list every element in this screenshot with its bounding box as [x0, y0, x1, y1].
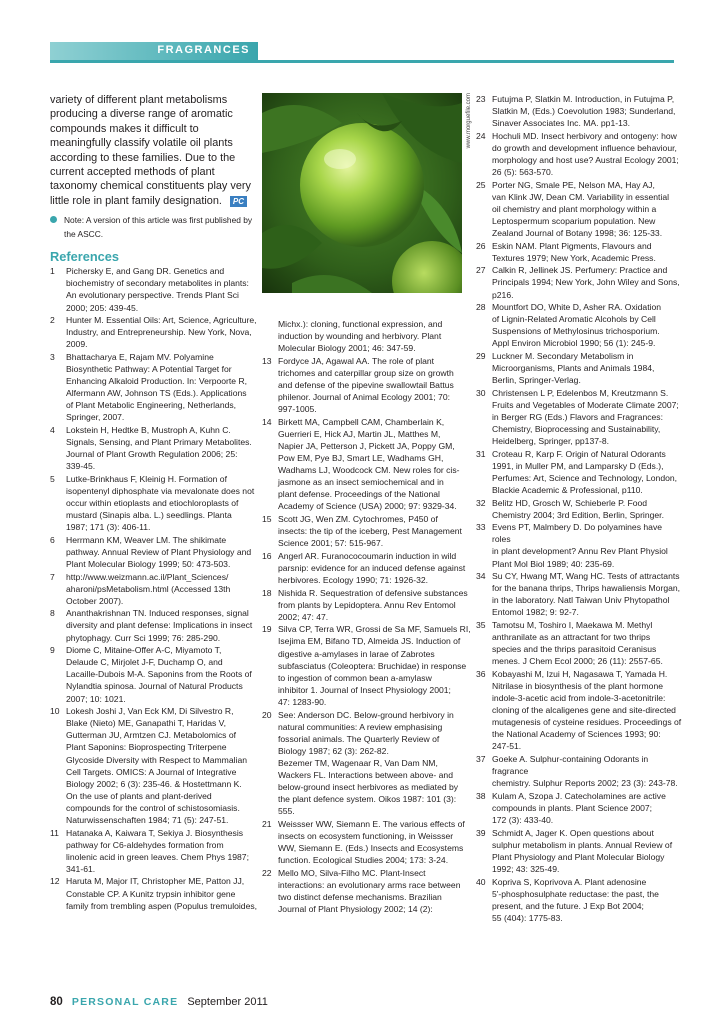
reference-number: 2 [50, 315, 55, 326]
reference-text: Croteau R, Karp F. Origin of Natural Odorants 1991, in Muller PM, and Lamparsky D (Eds.), Perfumes: Art, Science and Technology, London, Blackie Academic & Professional, p110. [492, 448, 678, 495]
reference-text: Birkett MA, Campbell CAM, Chamberlain K, Guerrieri E, Hick AJ, Martin JL, Matthes M, Napier JA, Petterson J, Pickett JA, Poppy GM, Pow EM, Pye BJ, Smart LE, Wadhams GH, Wadhams LJ, Woodcock CM. New roles for cis- jasmone as an insect semiochemical and in plant defense. Proceedings of the National Academy of Science (USA) 2000; 97: 9329-34. [278, 416, 460, 512]
reference-number: 19 [262, 624, 272, 635]
reference-number: 35 [476, 620, 486, 631]
reference-text: Hunter M. Essential Oils: Art, Science, Agriculture, Industry, and Entrepreneurship. New York, Nova, 2009. [66, 315, 257, 350]
reference-item [50, 473, 260, 533]
reference-number: 29 [476, 350, 486, 361]
reference-text: Eskin NAM. Plant Pigments, Flavours and Textures 1979; New York, Academic Press. [492, 240, 656, 263]
reference-text: Belitz HD, Grosch W, Schieberle P. Food Chemistry 2004; 3rd Edition, Berlin, Springer. [492, 497, 664, 520]
photo-credit [466, 93, 474, 293]
reference-text: Pichersky E, and Gang DR. Genetics and biochemistry of secondary metabolites in plants: An evolutionary perspective. Trends Plant Sci 2000; 205: 439-45. [66, 266, 249, 313]
section-header-band [50, 42, 258, 60]
column-right [476, 93, 682, 924]
fruit-photo [262, 93, 462, 293]
reference-item [476, 790, 682, 826]
reference-text: Goeke A. Sulphur-containing Odorants in fragrance chemistry. Sulphur Reports 2002; 23 (3): 243-78. [492, 754, 678, 789]
reference-item [50, 705, 260, 826]
reference-text: Luckner M. Secondary Metabolism in Microorganisms, Plants and Animals 1984, Berlin, Springer-Verlag. [492, 350, 655, 386]
reference-item [476, 753, 682, 789]
reference-number: 13 [262, 355, 272, 366]
reference-text: Haruta M, Major IT, Christopher ME, Patton JJ, Constable CP. A Kunitz trypsin inhibitor gene family from trembling aspen (Populus tremuloides, [66, 876, 258, 911]
reference-text: Calkin R, Jellinek JS. Perfumery: Practice and Principals 1994; New York, John Wiley and Sons, p216. [492, 265, 680, 300]
reference-text: Futujma P, Slatkin M. Introduction, in Futujma P, Slatkin M, (Eds.) Coevolution 1983; Sunderland, Sinaver Associates Inc. MA. pp1-13. [492, 94, 676, 129]
reference-item [50, 827, 260, 875]
reference-number: 31 [476, 448, 486, 459]
section-title: FRAGRANCES [157, 44, 250, 56]
bullet-icon [50, 216, 57, 223]
reference-item [262, 623, 472, 708]
reference-number: 38 [476, 790, 486, 801]
reference-text: Kobayashi M, Izui H, Nagasawa T, Yamada H. Nitrilase in biosynthesis of the plant hormone indole-3-acetic acid from indole-3-acetonitrile: cloning of the alcaligenes gene and site-directed mutagenesis of cysteine residues. Proceedings of the National Academy of Sciences 1993; 90: 247-51. [492, 668, 682, 752]
reference-list-col1 [50, 265, 260, 911]
reference-number: 3 [50, 351, 55, 362]
reference-number: 34 [476, 571, 486, 582]
reference-item [50, 351, 260, 424]
reference-number: 14 [262, 416, 272, 427]
reference-item [50, 571, 260, 607]
reference-text: Schmidt A, Jager K. Open questions about sulphur metabolism in plants. Annual Review of Plant Physiology and Plant Molecular Biology 1992; 43: 325-49. [492, 827, 673, 874]
reference-number: 12 [50, 876, 60, 887]
reference-item [476, 570, 682, 618]
reference-text: Mountfort DO, White D, Asher RA. Oxidation of Lignin-Related Aromatic Alcohols by Cell Suspensions of Methylosinus trichosporium. Appl Environ Microbiol 1990; 56 (1): 245-9. [492, 302, 662, 349]
reference-text: Fordyce JA, Agawal AA. The role of plant trichomes and caterpillar group size on growth and defense of the pipevine swallowtail Battus philenor. Journal of Animal Ecology 2001; 70: 997-1005. [278, 355, 454, 415]
reference-number: 36 [476, 668, 486, 679]
reference-item [50, 534, 260, 570]
reference-number: 15 [262, 514, 272, 524]
reference-number: 27 [476, 265, 486, 276]
reference-text: Nishida R. Sequestration of defensive substances from plants by Lepidoptera. Annu Rev Entomol 2002; 47: 47. [278, 587, 468, 622]
reference-text: Lokesh Joshi J, Van Eck KM, Di Silvestro R, Blake (Nieto) ME, Ganapathi T, Haridas V, Gutterman JU, Armtzen CJ. Metabolomics of Plant Saponins: Bioprospecting Triterpene Glycoside Diversity with Respect to Mammalian Cell Targets. OMICS: A Journal of Integrative Biology 2002; 6 (3): 235-46. & Hostettmann K. On the use of plants and plant-derived compounds for the control of schistosomiasis. Naturwissenschaften 1984; 71 (5): 247-51. [66, 706, 248, 825]
reference-item [476, 130, 682, 178]
reference-number: 28 [476, 302, 486, 313]
reference-text: Kulam A, Szopa J. Catecholamines are active compounds in plants. Plant Science 2007; 172 (3): 433-40. [492, 790, 666, 826]
reference-text: Weissser WW, Siemann E. The various effects of insects on ecosystem functioning, in Weissser WW, Siemann E. (Eds.) Insects and Ecosystems function. Ecological Studies 2004; 173: 3-24. [278, 818, 465, 866]
intro-paragraph [50, 93, 260, 208]
reference-number: 11 [50, 827, 59, 838]
reference-number: 24 [476, 130, 486, 141]
reference-item [476, 668, 682, 753]
reference-text: Su CY, Hwang MT, Wang HC. Tests of attractants for the banana thrips, Thrips hawaliensis Morgan, in the laboratory. Natl Taiwan Univ Phytopathol Entomol 1982; 9: 92-7. [492, 571, 681, 618]
reference-text: Evens PT, Malmbery D. Do polyamines have roles in plant development? Annu Rev Plant Physiol Plant Mol Biol 1989; 40: 235-69. [492, 522, 668, 569]
reference-item [476, 497, 682, 521]
intro-text: variety of different plant metabolisms producing a diverse range of aromatic compounds makes it difficult to meaningfully classify volatile oil plants according to these families. Due to the current accepted methods of plant taxonomy chemical constituents play very little role in plant family designation. [50, 94, 251, 207]
reference-list-col3 [476, 93, 682, 924]
reference-number: 39 [476, 827, 486, 838]
reference-continuation: Michx.): cloning, functional expression, and induction by wounding and herbivory. Plant Molecular Biology 2001; 46: 347-59. [278, 319, 443, 354]
references-heading: References [50, 249, 120, 265]
reference-number: 23 [476, 94, 486, 104]
reference-number: 21 [262, 818, 272, 829]
reference-text: Scott JG, Wen ZM. Cytochromes, P450 of insects: the tip of the iceberg, Pest Management Science 2001; 57: 515-967. [278, 514, 462, 549]
issue-date: September 2011 [187, 996, 268, 1008]
photo-credit-text: www.morguefile.com [466, 93, 472, 149]
reference-text: Ananthakrishnan TN. Induced responses, signal diversity and plant defense: Implications in insect phytophagy. Curr Sci 1999; 76: 285-290. [66, 608, 253, 643]
citrus-fruit-image [262, 93, 462, 293]
reference-number: 1 [50, 266, 55, 277]
reference-number: 16 [262, 550, 272, 561]
reference-number: 18 [262, 587, 272, 598]
reference-text: Angerl AR. Furanococoumarin induction in wild parsnip: evidence for an induced defense against herbivores. Ecology 1990; 71: 1926-32. [278, 550, 466, 585]
reference-number: 5 [50, 473, 55, 484]
reference-text: Lutke-Brinkhaus F, Kleinig H. Formation of isopentenyl diphosphate via mevalonate does not occur within etioplasts and etiochloroplasts of mustard (Sinapis alba. L.) seedlings. Planta 1987; 171 (3): 406-11. [66, 473, 255, 533]
reference-item [262, 587, 472, 623]
reference-item [476, 301, 682, 349]
reference-text: Christensen L P, Edelenbos M, Kreutzmann S. Fruits and Vegetables of Moderate Climate 2007; in Berger RG (Eds.) Flavors and Fragrances: Chemistry, Bioprocessing and Sustainability, Heidelberg, Springer, pp137-8. [492, 387, 679, 447]
reference-text: Herrmann KM, Weaver LM. The shikimate pathway. Annual Review of Plant Physiology and Plant Molecular Biology 1999; 50: 473-503. [66, 534, 252, 569]
reference-text: Silva CP, Terra WR, Grossi de Sa MF, Samuels RI, Isejima EM, Bifano TD, Almeida JS. Induction of digestive a-amylases in larae of Zabrotes subfasciatus (Coleoptera: Bruchidae) in response to ingestion of common bean a-amylasw inhibitor 1. Journal of Insect Physiology 2001; 47: 1283-90. [278, 624, 471, 707]
reference-number: 6 [50, 534, 55, 545]
reference-item [262, 867, 472, 915]
reference-text: Kopriva S, Koprivova A. Plant adenosine 5'-phosphosulphate reductase: the past, the present, and the future. J Exp Bot 2004; 55 (404): 1775-83. [492, 876, 659, 923]
reference-item [262, 818, 472, 866]
reference-item [476, 264, 682, 300]
reference-list-col2 [262, 355, 472, 915]
reference-item [476, 93, 682, 129]
reference-text: Porter NG, Smale PE, Nelson MA, Hay AJ, van Klink JW, Dean CM. Variability in essential oil chemistry and plant morphology within a Leptospermum scoparium population. New Zealand Journal of Botany 1998; 36: 125-33. [492, 179, 670, 239]
reference-text: http://www.weizmann.ac.il/Plant_Sciences/ aharoni/psMetabolism.html (Accessed 13th October 2007). [66, 571, 231, 606]
reference-number: 25 [476, 179, 486, 190]
reference-item [476, 827, 682, 875]
reference-text: Mello MO, Silva-Filho MC. Plant-Insect interactions: an evolutionary arms race between two distinct defense mechanisms. Brazilian Journal of Plant Physiology 2002; 14 (2): [278, 867, 461, 914]
magazine-name: PERSONAL CARE [71, 996, 179, 1008]
column-left [50, 93, 260, 912]
end-of-article-badge: PC [230, 196, 247, 207]
page-number: 80 [50, 996, 63, 1008]
reference-item [50, 607, 260, 643]
page-footer [50, 996, 268, 1012]
reference-item [476, 387, 682, 447]
reference-text: Diome C, Mitaine-Offer A-C, Miyamoto T, Delaude C, Mirjolet J-F, Duchamp O, and Lacaille-Dubois M-A. Saponins from the Roots of Nylandtia spinosa. Journal of Natural Products 2007; 10: 1021. [66, 645, 252, 704]
reference-item [262, 355, 472, 415]
reference-item [262, 416, 472, 513]
reference-number: 10 [50, 706, 60, 717]
reference-number: 4 [50, 424, 55, 435]
reference-item [476, 240, 682, 264]
reference-number: 30 [476, 387, 486, 398]
column-middle [262, 318, 472, 916]
reference-item [476, 179, 682, 239]
reference-number: 9 [50, 645, 55, 656]
reference-item [262, 709, 472, 818]
reference-number: 26 [476, 240, 486, 251]
header-rule [50, 60, 674, 63]
reference-number: 7 [50, 571, 55, 582]
reference-item [262, 513, 472, 549]
reference-text: Bhattacharya E, Rajam MV. Polyamine Biosynthetic Pathway: A Potential Target for Enhancing Alkaloid Production. In: Verpoorte R, Alfermann AW, Johnson TS (Eds.). Applications of Plant Metabolic Engineering, Netherlands, Springer, 2007. [66, 351, 248, 423]
reference-number: 20 [262, 709, 272, 720]
reference-text: See: Anderson DC. Below-ground herbivory in natural communities: A review emphasising fossorial animals. The Quarterly Review of Biology 1987; 62 (3): 262-82. Bezemer TM, Wagenaar R, Van Dam NM, Wackers FL. Interactions between above- and below-ground insect herbivores as mediated by the plant defence system. Oikos 1987: 101 (3): 555. [278, 709, 459, 817]
reference-item [50, 424, 260, 472]
reference-item [476, 350, 682, 386]
reference-number: 37 [476, 754, 486, 765]
reference-text: Hatanaka A, Kaiwara T, Sekiya J. Biosynthesis pathway for C6-aldehydes formation from linolenic acid in green leaves. Chem Phys 1987; 341-61. [66, 827, 249, 874]
reference-item [50, 314, 260, 350]
reference-item [50, 644, 260, 704]
reference-item [476, 448, 682, 496]
reference-number: 32 [476, 497, 486, 508]
reference-item [476, 619, 682, 667]
note-text: Note: A version of this article was first published by the ASCC. [64, 215, 253, 240]
reference-text: Hochuli MD. Insect herbivory and ontogeny: how do growth and development influence behaviour, morphology and host use? Austral Ecology 2001; 26 (5): 563-570. [492, 130, 679, 178]
reference-text: Lokstein H, Hedtke B, Mustroph A, Kuhn C. Signals, Sensing, and Plant Primary Metabolites. Journal of Plant Growth Regulation 2006; 25: 339-45. [66, 424, 252, 472]
reference-number: 40 [476, 876, 486, 887]
reference-number: 33 [476, 522, 486, 533]
reference-item [476, 521, 682, 569]
reference-number: 22 [262, 867, 272, 878]
article-note [50, 213, 260, 241]
reference-number: 8 [50, 608, 55, 619]
reference-item [476, 876, 682, 924]
reference-text: Tamotsu M, Toshiro I, Maekawa M. Methyl anthranilate as an attractant for two thrips species and the thrips parasitoid Ceranisus menes. J Chem Ecol 2000; 26 (11): 2557-65. [492, 620, 663, 667]
reference-item [262, 550, 472, 586]
reference-item [50, 265, 260, 313]
reference-item [50, 875, 260, 911]
